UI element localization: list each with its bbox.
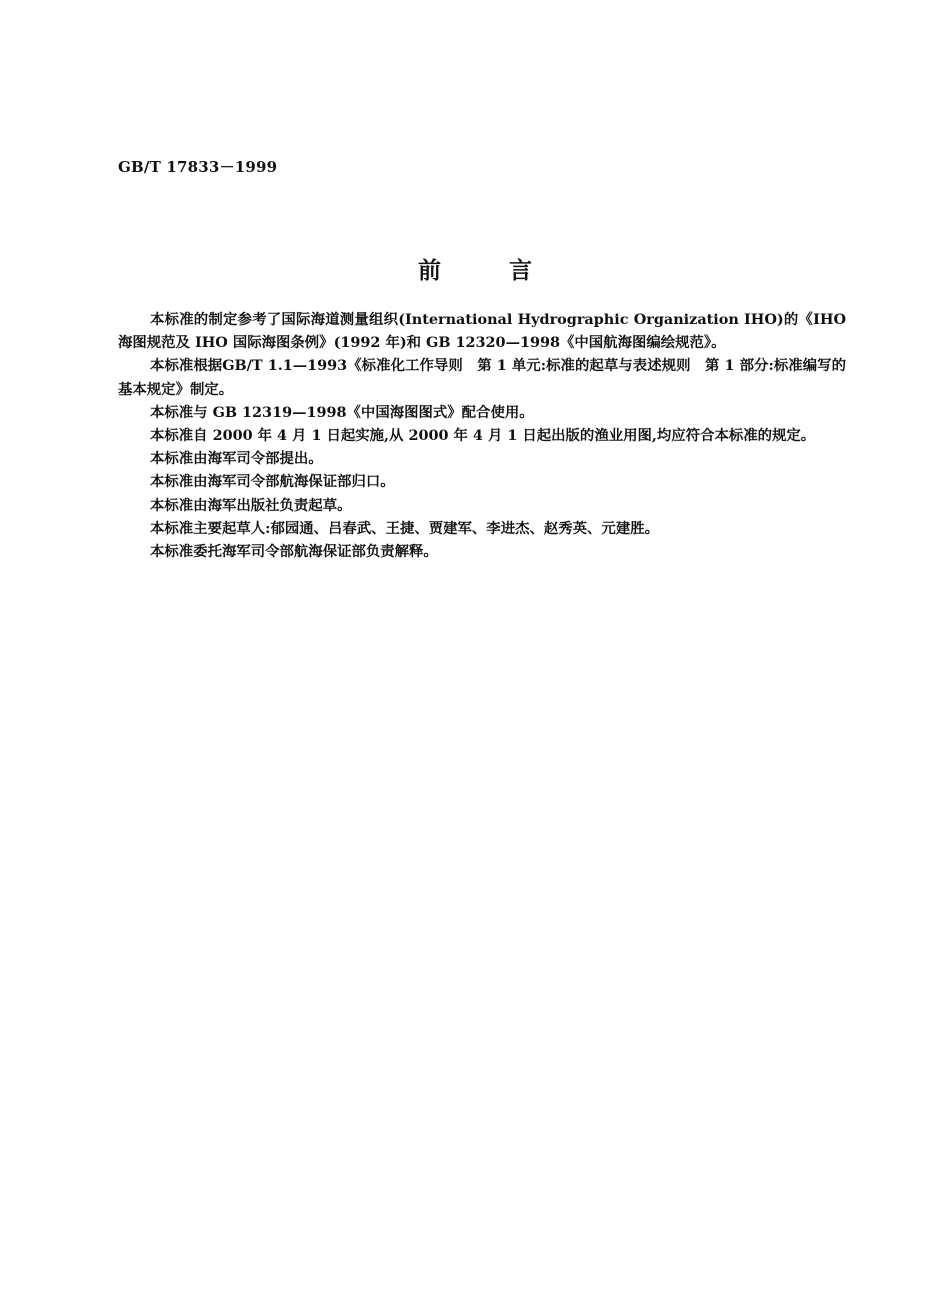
paragraph-effective-date: 本标准自 2000 年 4 月 1 日起实施,从 2000 年 4 月 1 日起出版的渔业用图,均应符合本标准的规定。 [150,427,816,445]
paragraph-drafters: 本标准主要起草人:郁园通、吕春武、王捷、贾建军、李进杰、赵秀英、元建胜。 [150,519,659,537]
paragraph-companion: 本标准与 GB 12319—1998《中国海图图式》配合使用。 [150,403,534,421]
standard-code: GB/T 17833－1999 [118,158,278,176]
foreword-body [118,308,846,563]
paragraph-basis: 本标准根据GB/T 1.1—1993《标准化工作导则 第 1 单元:标准的起草与表述规则 第 1 部分:标准编写的基本规定》制定。 [118,357,846,398]
paragraph-drafted-by: 本标准由海军出版社负责起草。 [150,496,352,514]
page-title: 前言 [418,257,600,284]
paragraph-centralized-by: 本标准由海军司令部航海保证部归口。 [150,473,395,491]
paragraph-proposed-by: 本标准由海军司令部提出。 [150,450,323,468]
paragraph-reference: 本标准的制定参考了国际海道测量组织(International Hydrographic Organization IHO)的《IHO海图规范及 IHO 国际海图条例》(1992 年)和 GB 12320—1998《中国航海图编绘规范》。 [118,311,846,352]
paragraph-interpretation: 本标准委托海军司令部航海保证部负责解释。 [150,543,438,561]
